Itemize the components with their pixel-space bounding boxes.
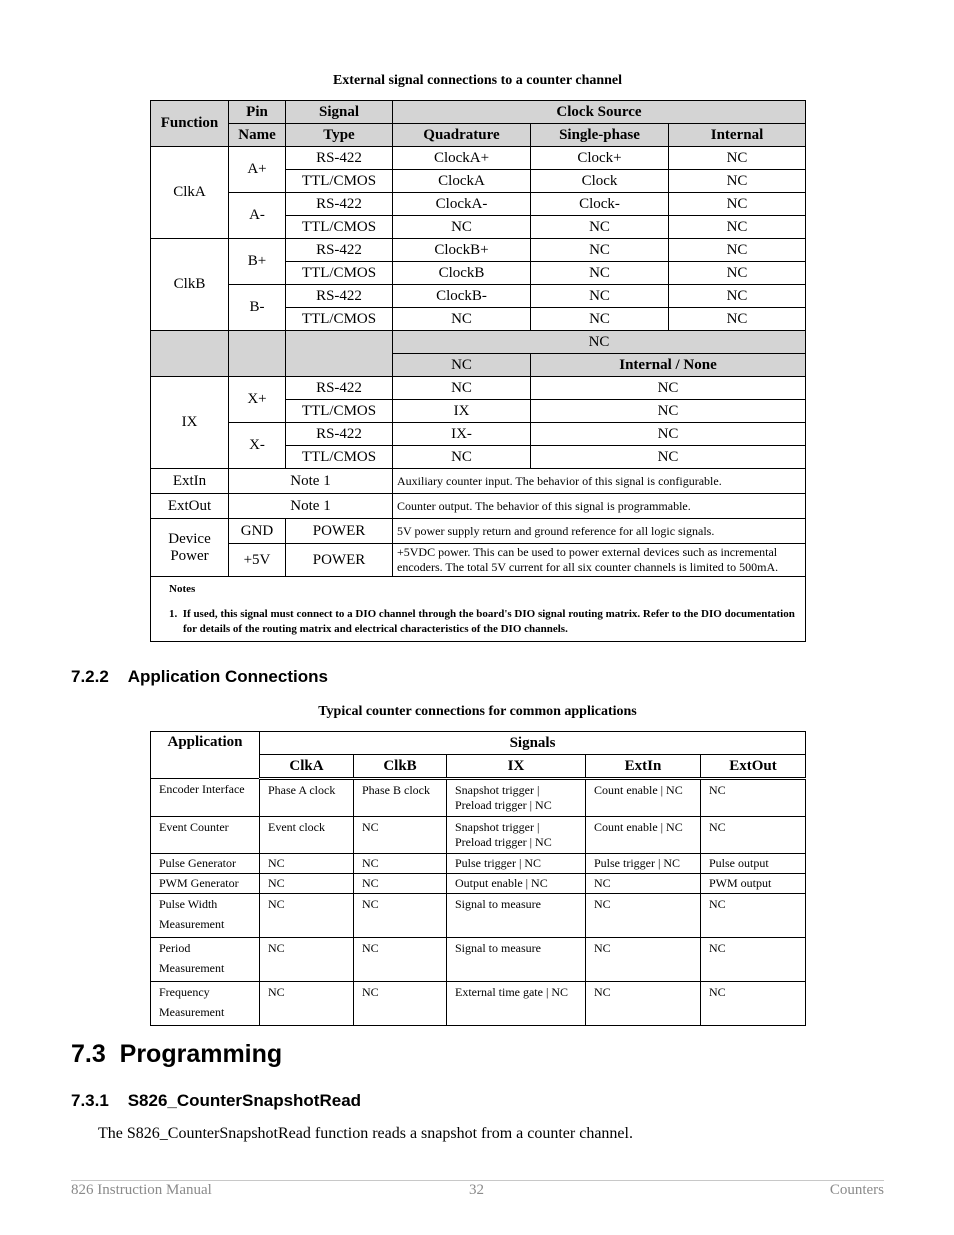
table-row [151, 469, 806, 494]
cell: Count enable | NC [586, 817, 701, 854]
cell: NC [531, 239, 669, 262]
cell: NC [669, 216, 806, 239]
cell: ClockB+ [393, 239, 531, 262]
signal-connections-table [150, 100, 806, 642]
cell: NC [531, 377, 806, 400]
cell: IX- [393, 423, 531, 446]
application-connections-table [150, 731, 806, 1026]
cell: NC [531, 308, 669, 331]
header-application: Application [151, 732, 260, 779]
description-cell: +5VDC power. This can be used to power external devices such as incremental encoders. The total 5V current for all six counter channels is limited to 500mA. [393, 544, 806, 577]
cell: NC [393, 377, 531, 400]
cell: Output enable | NC [447, 874, 586, 894]
cell: NC [531, 285, 669, 308]
cell: NC [701, 817, 806, 854]
cell: Snapshot trigger | Preload trigger | NC [447, 817, 586, 854]
cell: NC [531, 446, 806, 469]
cell: RS-422 [286, 377, 393, 400]
cell: Pulse trigger | NC [586, 854, 701, 874]
table-row [151, 239, 806, 262]
table-row [151, 147, 806, 170]
header-extout: ExtOut [701, 755, 806, 779]
cell: NC [586, 894, 701, 938]
table-row [151, 377, 806, 400]
header-ix: IX [447, 755, 586, 779]
table-row [151, 494, 806, 519]
body-paragraph: The S826_CounterSnapshotRead function reads a snapshot from a counter channel. [98, 1125, 633, 1142]
function-cell: ExtIn [151, 469, 229, 494]
cell: NC [586, 982, 701, 1026]
cell: NC [669, 147, 806, 170]
cell: Phase A clock [260, 779, 354, 817]
footer-manual-title: 826 Instruction Manual [71, 1182, 212, 1198]
cell: RS-422 [286, 147, 393, 170]
header-extin: ExtIn [586, 755, 701, 779]
table2-caption: Typical counter connections for common applications [318, 704, 637, 719]
ix-header-row [151, 331, 806, 354]
header-function: Function [151, 101, 229, 147]
cell: Clock- [531, 193, 669, 216]
header-clkb: ClkB [354, 755, 447, 779]
cell: NC [260, 938, 354, 982]
cell: NC [701, 894, 806, 938]
pin-cell: B- [229, 285, 286, 331]
cell: PWM output [701, 874, 806, 894]
cell: NC [354, 854, 447, 874]
cell: Pulse output [701, 854, 806, 874]
footer-divider [71, 1180, 884, 1181]
pin-cell: X- [229, 423, 286, 469]
description-cell: 5V power supply return and ground reference for all logic signals. [393, 519, 806, 544]
cell: NC [669, 285, 806, 308]
cell: ClockB [393, 262, 531, 285]
cell: NC [586, 874, 701, 894]
cell: NC [354, 874, 447, 894]
table-row [151, 938, 806, 982]
cell: RS-422 [286, 193, 393, 216]
cell: Pulse Width Measurement [151, 894, 260, 938]
cell: NC [701, 982, 806, 1026]
cell: Pulse Generator [151, 854, 260, 874]
empty-header-cell [151, 331, 229, 377]
cell: Event clock [260, 817, 354, 854]
footer-chapter: Counters [829, 1182, 884, 1198]
ix-header-top: NC [393, 331, 806, 354]
function-cell [151, 519, 229, 577]
footer-page-number: 32 [469, 1182, 484, 1198]
cell: IX [393, 400, 531, 423]
cell: PWM Generator [151, 874, 260, 894]
cell: Encoder Interface [151, 779, 260, 817]
cell: Count enable | NC [586, 779, 701, 817]
header-internal: Internal [669, 124, 806, 147]
cell: RS-422 [286, 239, 393, 262]
table-row [151, 193, 806, 216]
header-signal-line2: Type [286, 124, 393, 147]
table-row [151, 285, 806, 308]
description-cell: Auxiliary counter input. The behavior of this signal is configurable. [393, 469, 806, 494]
section-heading-73: 7.3 Programming [71, 1040, 283, 1068]
cell: NC [531, 400, 806, 423]
cell: ClockB- [393, 285, 531, 308]
cell: Phase B clock [354, 779, 447, 817]
cell: Clock [531, 170, 669, 193]
cell: RS-422 [286, 285, 393, 308]
cell: Signal to measure [447, 894, 586, 938]
cell: NC [260, 874, 354, 894]
notes-cell [151, 577, 806, 642]
ix-header-right: Internal / None [531, 354, 806, 377]
cell: POWER [286, 544, 393, 577]
pin-cell: X+ [229, 377, 286, 423]
pin-cell: A+ [229, 147, 286, 193]
cell: Period Measurement [151, 938, 260, 982]
cell: Event Counter [151, 817, 260, 854]
section-heading-722: 7.2.2 Application Connections [71, 667, 328, 686]
cell: TTL/CMOS [286, 170, 393, 193]
table-row [151, 874, 806, 894]
header-signal-line1: Signal [286, 101, 393, 124]
section-heading-731: 7.3.1 S826_CounterSnapshotRead [71, 1091, 362, 1110]
note-cell: Note 1 [229, 469, 393, 494]
cell: NC [701, 938, 806, 982]
cell: NC [354, 894, 447, 938]
cell: TTL/CMOS [286, 262, 393, 285]
cell: Signal to measure [447, 938, 586, 982]
cell: Frequency Measurement [151, 982, 260, 1026]
device-power-line2: Power [170, 547, 209, 564]
notes-title: Notes [169, 583, 196, 595]
description-cell: Counter output. The behavior of this signal is programmable. [393, 494, 806, 519]
cell: Snapshot trigger | Preload trigger | NC [447, 779, 586, 817]
header-quadrature: Quadrature [393, 124, 531, 147]
cell: External time gate | NC [447, 982, 586, 1026]
cell: NC [531, 262, 669, 285]
table-row [151, 854, 806, 874]
function-cell: ClkA [151, 147, 229, 239]
function-cell: ClkB [151, 239, 229, 331]
cell: NC [669, 239, 806, 262]
cell: NC [669, 170, 806, 193]
header-signals: Signals [260, 732, 806, 755]
table1-caption: External signal connections to a counter channel [332, 73, 623, 88]
empty-header-cell [229, 331, 286, 377]
cell: Pulse trigger | NC [447, 854, 586, 874]
cell: NC [260, 854, 354, 874]
cell: NC [260, 982, 354, 1026]
cell: NC [354, 982, 447, 1026]
cell: NC [669, 308, 806, 331]
table-row [151, 982, 806, 1026]
cell: NC [354, 938, 447, 982]
table-row [151, 779, 806, 817]
cell: TTL/CMOS [286, 216, 393, 239]
note-item: 1. If used, this signal must connect to a DIO channel through the board's DIO signal routing matrix. Refer to the DIO documentation for details of the routing matrix and electrical characteristics of the DIO channels. [169, 608, 795, 635]
table-row [151, 423, 806, 446]
device-power-line1: Device [168, 530, 211, 547]
table-row [151, 519, 806, 544]
function-cell: IX [151, 377, 229, 469]
header-pin-line1: Pin [229, 101, 286, 124]
cell: RS-422 [286, 423, 393, 446]
cell: NC [669, 193, 806, 216]
pin-cell: +5V [229, 544, 286, 577]
header-clka: ClkA [260, 755, 354, 779]
cell: NC [393, 308, 531, 331]
function-cell: ExtOut [151, 494, 229, 519]
header-pin-line2: Name [229, 124, 286, 147]
cell: TTL/CMOS [286, 308, 393, 331]
cell: ClockA [393, 170, 531, 193]
cell: ClockA+ [393, 147, 531, 170]
cell: Clock+ [531, 147, 669, 170]
cell: NC [669, 262, 806, 285]
pin-cell: GND [229, 519, 286, 544]
cell: NC [393, 446, 531, 469]
cell: NC [586, 938, 701, 982]
cell: NC [701, 779, 806, 817]
header-clock-source: Clock Source [393, 101, 806, 124]
cell: POWER [286, 519, 393, 544]
table-row [151, 544, 806, 577]
cell: NC [260, 894, 354, 938]
pin-cell: B+ [229, 239, 286, 285]
table-row [151, 817, 806, 854]
empty-header-cell [286, 331, 393, 377]
table-row [151, 894, 806, 938]
pin-cell: A- [229, 193, 286, 239]
cell: NC [354, 817, 447, 854]
ix-header-left: NC [393, 354, 531, 377]
cell: NC [393, 216, 531, 239]
cell: TTL/CMOS [286, 400, 393, 423]
cell: TTL/CMOS [286, 446, 393, 469]
header-single-phase: Single-phase [531, 124, 669, 147]
cell: ClockA- [393, 193, 531, 216]
cell: NC [531, 216, 669, 239]
note-cell: Note 1 [229, 494, 393, 519]
cell: NC [531, 423, 806, 446]
notes-row [151, 577, 806, 642]
